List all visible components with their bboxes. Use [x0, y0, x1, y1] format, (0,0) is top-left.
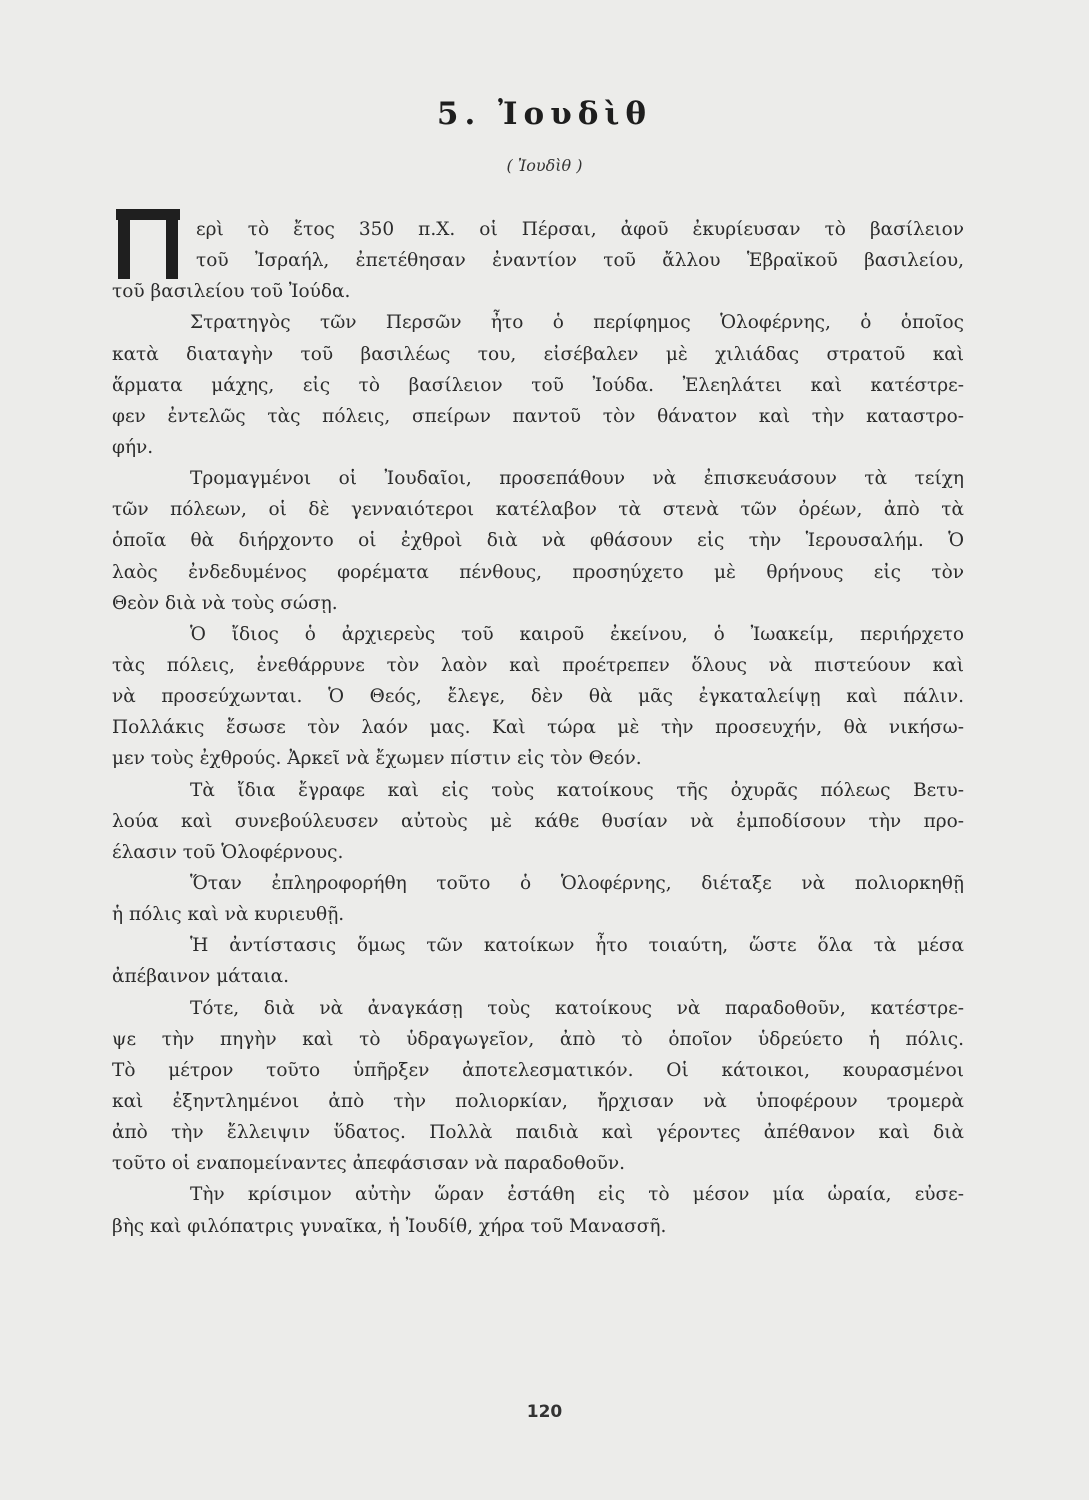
text-line: μεν τοὺς ἐχθρούς. Ἀρκεῖ νὰ ἔχωμεν πίστιν εἰς τὸν Θεόν.: [112, 748, 642, 770]
text-line: Τὰ ἴδια ἔγραφε καὶ εἰς τοὺς κατοίκους τῆς ὀχυρᾶς πόλεως Βετυ-: [190, 779, 964, 801]
text-line: Τὴν κρίσιμον αὐτὴν ὥραν ἐστάθη εἰς τὸ μέσον μία ὡραία, εὐσε-: [190, 1184, 964, 1206]
text-line: Στρατηγὸς τῶν Περσῶν ἦτο ὁ περίφημος Ὁλοφέρνης, ὁ ὁποῖος: [190, 312, 964, 334]
text-line: Τὸ μέτρον τοῦτο ὑπῆρξεν ἀποτελεσματικόν. Οἱ κάτοικοι, κουρασμένοι: [112, 1059, 964, 1081]
text-line: βὴς καὶ φιλόπατρις γυναῖκα, ἡ Ἰουδίθ, χήρα τοῦ Μανασσῆ.: [112, 1215, 667, 1237]
drop-cap-letter: Π: [116, 207, 117, 208]
text-line: ἅρματα μάχης, εἰς τὸ βασίλειον τοῦ Ἰούδα. Ἐλεηλάτει καὶ κατέστρε-: [112, 374, 964, 396]
text-line: λούα καὶ συνεβούλευσεν αὐτοὺς μὲ κάθε θυσίαν νὰ ἐμποδίσουν τὴν προ-: [112, 810, 964, 832]
chapter-title: 5. Ἰουδὶθ: [436, 96, 653, 132]
text-line: τῶν πόλεων, οἱ δὲ γενναιότεροι κατέλαβον τὰ στενὰ τῶν ὀρέων, ἀπὸ τὰ: [112, 499, 964, 521]
text-line: Πολλάκις ἔσωσε τὸν λαόν μας. Καὶ τώρα μὲ τὴν προσευχήν, θὰ νικήσω-: [112, 717, 964, 739]
text-line: Ἡ ἀντίστασις ὅμως τῶν κατοίκων ἦτο τοιαύτη, ὥστε ὅλα τὰ μέσα: [190, 935, 964, 957]
text-line: ἡ πόλις καὶ νὰ κυριευθῇ.: [112, 904, 345, 926]
text-line: Ὅταν ἐπληροφορήθη τοῦτο ὁ Ὁλοφέρνης, διέταξε νὰ πολιορκηθῇ: [190, 872, 964, 894]
text-line: Τρομαγμένοι οἱ Ἰουδαῖοι, προσεπάθουν νὰ ἐπισκευάσουν τὰ τείχη: [190, 468, 964, 490]
text-line: έλασιν τοῦ Ὁλοφέρνους.: [112, 841, 344, 863]
text-line: κατὰ διαταγὴν τοῦ βασιλέως του, εἰσέβαλεν μὲ χιλιάδας στρατοῦ καὶ: [112, 343, 964, 365]
text-line: ψε τὴν πηγὴν καὶ τὸ ὑδραγωγεῖον, ἀπὸ τὸ ὁποῖον ὑδρεύετο ἡ πόλις.: [112, 1028, 964, 1050]
text-line: τὰς πόλεις, ἐνεθάρρυνε τὸν λαὸν καὶ προέτρεπεν ὅλους νὰ πιστεύουν καὶ: [112, 654, 964, 676]
text-line: τοῦ βασιλείου τοῦ Ἰούδα.: [112, 281, 351, 303]
chapter-subtitle: ( Ἰουδὶθ ): [506, 156, 583, 175]
text-line: Τότε, διὰ νὰ ἀναγκάσῃ τοὺς κατοίκους νὰ παραδοθοῦν, κατέστρε-: [190, 997, 964, 1019]
text-line: Ὁ ἴδιος ὁ ἀρχιερεὺς τοῦ καιροῦ ἐκείνου, ὁ Ἰωακείμ, περιήρχετο: [190, 623, 964, 645]
text-line: λαὸς ἐνδεδυμένος φορέματα πένθους, προσηύχετο μὲ θρήνους εἰς τὸν: [112, 561, 964, 583]
text-line: ἀπὸ τὴν ἔλλειψιν ὕδατος. Πολλὰ παιδιὰ καὶ γέροντες ἀπέθανον καὶ διὰ: [112, 1122, 964, 1144]
text-line: φήν.: [112, 436, 154, 458]
text-line: φεν ἐντελῶς τὰς πόλεις, σπείρων παντοῦ τὸν θάνατον καὶ τὴν καταστρο-: [112, 405, 964, 427]
text-line: νὰ προσεύχωνται. Ὁ Θεός, ἔλεγε, δὲν θὰ μᾶς ἐγκαταλείψῃ καὶ πάλιν.: [112, 686, 964, 708]
text-line: τοῦτο οἱ εναπομείναντες ἀπεφάσισαν νὰ παραδοθοῦν.: [112, 1153, 626, 1175]
text-line: ὁποῖα θὰ διήρχοντο οἱ ἐχθροὶ διὰ νὰ φθάσουν εἰς τὴν Ἱερουσαλήμ. Ὁ: [112, 530, 964, 552]
text-line: καὶ ἐξηντλημένοι ἀπὸ τὴν πολιορκίαν, ἤρχισαν νὰ ὑποφέρουν τρομερὰ: [112, 1090, 964, 1112]
text-line: τοῦ Ἰσραήλ, ἐπετέθησαν ἐναντίον τοῦ ἄλλου Ἑβραϊκοῦ βασιλείου,: [196, 250, 964, 272]
text-line: ερὶ τὸ ἔτος 350 π.Χ. οἱ Πέρσαι, ἀφοῦ ἐκυρίευσαν τὸ βασίλειον: [196, 219, 964, 240]
text-line: Θεὸν διὰ νὰ τοὺς σώσῃ.: [112, 592, 338, 614]
body-text: [112, 214, 964, 1242]
text-line: ἀπέβαινον μάταια.: [112, 966, 290, 988]
page-number: 120: [526, 1402, 563, 1422]
